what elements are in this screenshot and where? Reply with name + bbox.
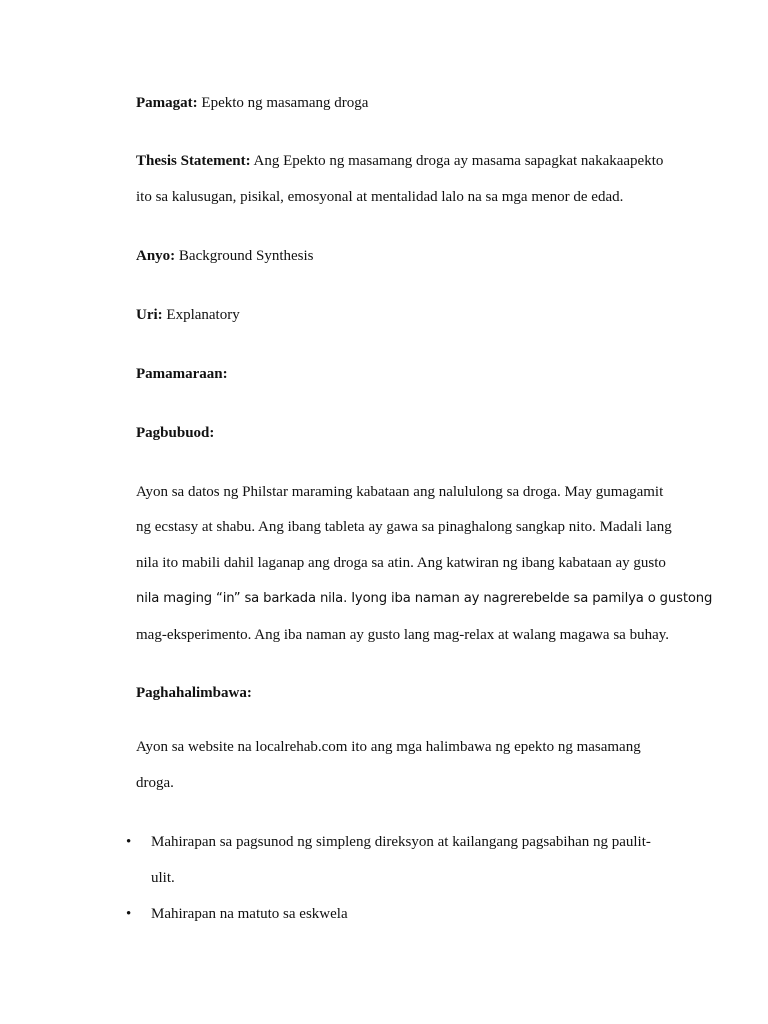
- thesis-text-2: ito sa kalusugan, pisikal, emosyonal at mentalidad lalo na sa mga menor de edad.: [136, 189, 624, 205]
- pagbubuod-line-4: nila maging “in” sa barkada nila. Iyong iba naman ay nagrerebelde sa pamilya o gustong: [136, 591, 713, 606]
- thesis-line-2: [136, 188, 623, 206]
- bullet-item-1-line-2: ulit.: [151, 870, 175, 886]
- paghahalimbawa-intro-1: Ayon sa website na localrehab.com ito ang mga halimbawa ng epekto ng masamang: [136, 739, 641, 755]
- pamagat-label: Pamagat:: [136, 95, 198, 111]
- pagbubuod-line-1: Ayon sa datos ng Philstar maraming kabataan ang nalululong sa droga. May gumagamit: [136, 484, 664, 500]
- uri-value: Explanatory: [166, 307, 240, 323]
- thesis-text-1: Ang Epekto ng masamang droga ay masama sapagkat nakakaapekto: [253, 153, 664, 169]
- anyo-value: Background Synthesis: [178, 248, 314, 264]
- bullet-icon: •: [126, 834, 132, 850]
- bullet-item-1-line-1: Mahirapan sa pagsunod ng simpleng direksyon at kailangang pagsabihan ng paulit-: [151, 834, 651, 850]
- thesis-line-1: [136, 152, 663, 170]
- anyo-line: [136, 247, 314, 265]
- pamagat-value: Epekto ng masamang droga: [201, 95, 369, 111]
- pamagat-line: [136, 94, 368, 112]
- paghahalimbawa-label: Paghahalimbawa:: [136, 685, 252, 701]
- pagbubuod-line-5: mag-eksperimento. Ang iba naman ay gusto lang mag-relax at walang magawa sa buhay.: [136, 627, 670, 643]
- uri-label: Uri:: [136, 307, 163, 323]
- pagbubuod-line-2: ng ecstasy at shabu. Ang ibang tableta ay gawa sa pinaghalong sangkap nito. Madali lang: [136, 519, 672, 535]
- pamamaraan-heading: [136, 365, 228, 383]
- bullet-item-2-line-1: Mahirapan na matuto sa eskwela: [151, 906, 348, 922]
- pagbubuod-line-3: nila ito mabili dahil laganap ang droga sa atin. Ang katwiran ng ibang kabataan ay gusto: [136, 555, 666, 571]
- bullet-icon: •: [126, 906, 132, 922]
- paghahalimbawa-intro-2: droga.: [136, 775, 174, 791]
- uri-line: [136, 306, 240, 324]
- pagbubuod-label: Pagbubuod:: [136, 425, 215, 441]
- pagbubuod-heading: [136, 424, 214, 442]
- thesis-label: Thesis Statement:: [136, 153, 251, 169]
- pamamaraan-label: Pamamaraan:: [136, 366, 228, 382]
- anyo-label: Anyo:: [136, 248, 176, 264]
- paghahalimbawa-heading: [136, 684, 252, 702]
